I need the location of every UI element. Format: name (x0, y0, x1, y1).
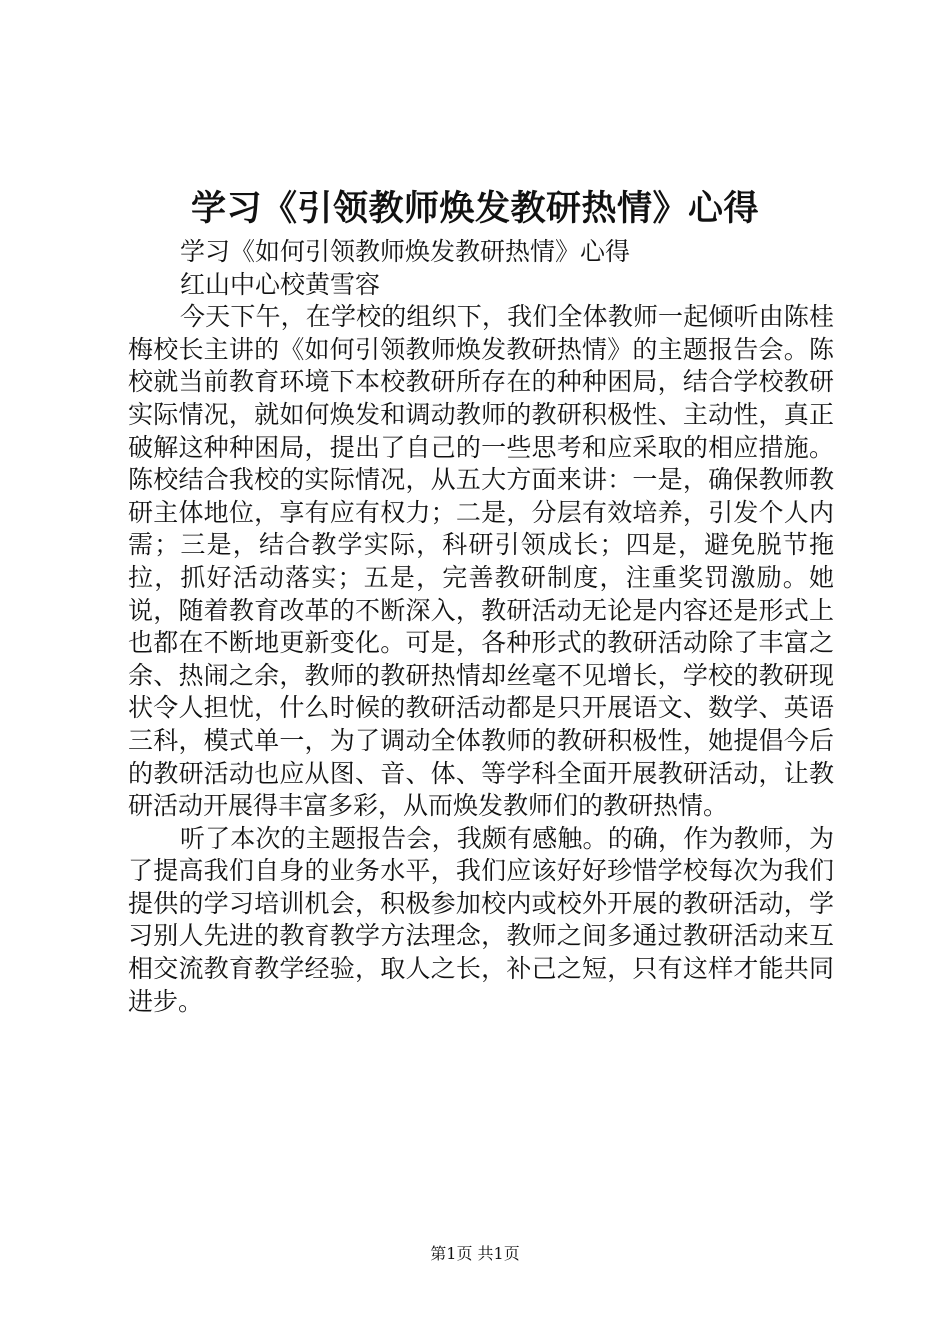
document-title: 学习《引领教师焕发教研热情》心得 (190, 188, 759, 229)
body-paragraph: 今天下午，在学校的组织下，我们全体教师一起倾听由陈桂梅校长主讲的《如何引领教师焕发教研热情》的主题报告会。陈校就当前教育环境下本校教研所存在的种种困局，结合学校教研实际情况，就如何焕发和调动教师的教研积极性、主动性，真正破解这种种困局，提出了自己的一些思考和应采取的相应措施。陈校结合我校的实际情况，从五大方面来讲：一是，确保教师教研主体地位，享有应有权力；二是，分层有效培养，引发个人内需；三是，结合教学实际，科研引领成长；四是，避免脱节拖拉，抓好活动落实；五是，完善教研制度，注重奖罚激励。她说，随着教育改革的不断深入，教研活动无论是内容还是形式上也都在不断地更新变化。可是，各种形式的教研活动除了丰富之余、热闹之余，教师的教研热情却丝毫不见增长，学校的教研现状令人担忧，什么时候的教研活动都是只开展语文、数学、英语三科，模式单一，为了调动全体教师的教研积极性，她提倡今后的教研活动也应从图、音、体、等学科全面开展教研活动，让教研活动开展得丰富多彩，从而焕发教师们的教研热情。 (128, 302, 834, 821)
document-author: 红山中心校黄雪容 (180, 269, 381, 299)
body-paragraph: 听了本次的主题报告会，我颇有感触。的确，作为教师，为了提高我们自身的业务水平，我们应该好好珍惜学校每次为我们提供的学习培训机会，积极参加校内或校外开展的教研活动，学习别人先进的教育教学方法理念，教师之间多通过教研活动来互相交流教育教学经验，取人之长，补己之短，只有这样才能共同进步。 (128, 823, 834, 1016)
document-subtitle: 学习《如何引领教师焕发教研热情》心得 (180, 237, 631, 266)
document-body (128, 236, 834, 1018)
page-number-footer: 第1页 共1页 (430, 1244, 520, 1263)
